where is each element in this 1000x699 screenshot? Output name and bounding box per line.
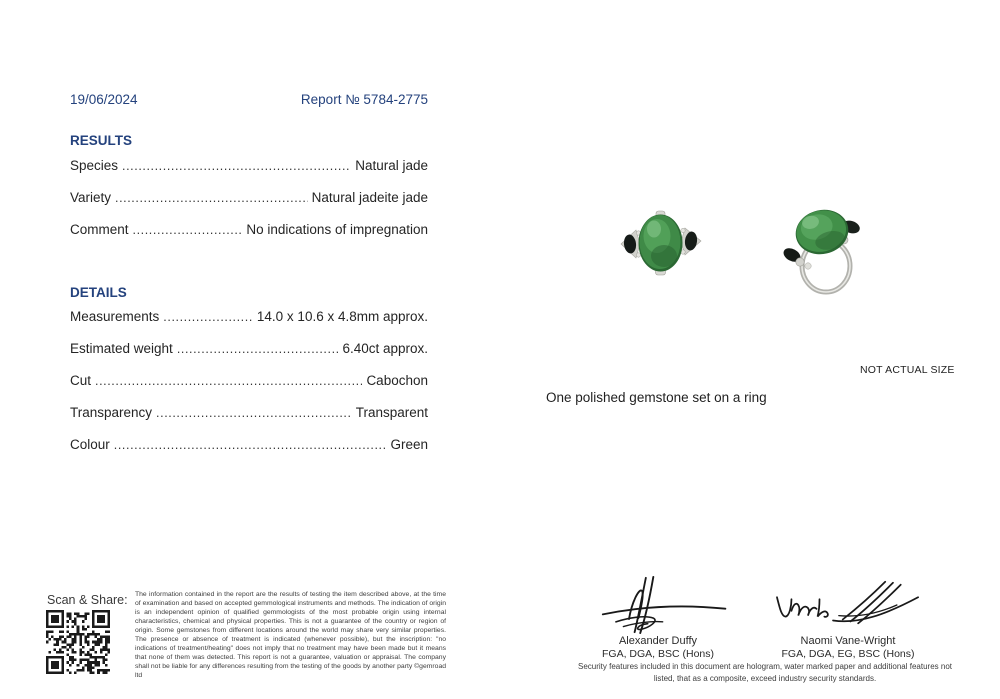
dotted-leader bbox=[114, 437, 387, 453]
signer-credentials: FGA, DGA, BSC (Hons) bbox=[601, 648, 715, 660]
signature-scribble-icon bbox=[771, 576, 926, 634]
detail-row-cut bbox=[70, 373, 428, 389]
report-number: Report № 5784-2775 bbox=[300, 92, 428, 107]
signer-block-naomi-vane-wright bbox=[768, 576, 928, 661]
qr-code-icon bbox=[46, 610, 110, 674]
row-value: Transparent bbox=[355, 405, 428, 420]
detail-row-weight bbox=[70, 341, 428, 357]
signature-scribble-icon bbox=[583, 576, 733, 634]
signer-credentials: FGA, DGA, EG, BSC (Hons) bbox=[781, 648, 915, 660]
dotted-leader bbox=[177, 341, 339, 357]
item-description-caption: One polished gemstone set on a ring bbox=[546, 390, 767, 405]
detail-row-measurements bbox=[70, 309, 428, 325]
result-row-species bbox=[70, 158, 428, 174]
dotted-leader bbox=[156, 405, 352, 421]
dotted-leader bbox=[133, 222, 243, 238]
jade-ring-photo-top-view bbox=[613, 203, 708, 283]
row-label: Cut bbox=[70, 373, 92, 388]
row-value: Natural jade bbox=[355, 158, 428, 173]
detail-row-transparency bbox=[70, 405, 428, 421]
row-value: 14.0 x 10.6 x 4.8mm approx. bbox=[256, 309, 428, 324]
signature-naomi-vane-wright bbox=[768, 576, 928, 634]
row-label: Estimated weight bbox=[70, 341, 173, 356]
report-date: 19/06/2024 bbox=[70, 92, 138, 107]
detail-row-colour bbox=[70, 437, 428, 453]
security-features-note: Security features included in this document are hologram, water marked paper and additional features not listed, that as a composite, exceed industry security standards. bbox=[578, 662, 952, 683]
row-value: Green bbox=[390, 437, 428, 452]
row-value: 6.40ct approx. bbox=[342, 341, 428, 356]
report-left-column bbox=[70, 92, 428, 453]
dotted-leader bbox=[163, 309, 253, 325]
scan-share-label: Scan & Share: bbox=[47, 593, 128, 607]
row-value: Cabochon bbox=[366, 373, 428, 388]
dotted-leader bbox=[122, 158, 351, 174]
results-heading: RESULTS bbox=[70, 133, 133, 148]
not-actual-size-note: NOT ACTUAL SIZE bbox=[860, 364, 955, 376]
jade-ring-photo-angled-view bbox=[778, 200, 868, 300]
signer-block-alexander-duffy bbox=[578, 576, 738, 661]
row-value: No indications of impregnation bbox=[246, 222, 428, 237]
report-header bbox=[70, 92, 428, 107]
report-disclaimer: The information contained in the report are the results of testing the item described above, at the time of examination and based on accepted gemmological instruments and methods. The indication of origin is an independent opinion of qualified gemmologists of the most probable origin using internal characteristics, chemical and physical properties. This is not a guarantee of the country or region of origin. Some gemstones from different locations around the world may share very similar properties. The presence or absence of treatment is indicated (whenever possible), but the inscription: "no indications of treatment/heating" does not imply that no treatment may have been made but it means that none of them was detected. This report is not a guarantee, valuation or appraisal. The company shall not be liable for any differences resulting from the testing of the goods by another party ©gemroad ltd bbox=[135, 591, 446, 679]
signer-name: Alexander Duffy bbox=[618, 635, 698, 647]
signature-alexander-duffy bbox=[578, 576, 738, 634]
row-label: Comment bbox=[70, 222, 129, 237]
row-label: Variety bbox=[70, 190, 112, 205]
result-row-variety bbox=[70, 190, 428, 206]
details-heading: DETAILS bbox=[70, 285, 127, 300]
row-value: Natural jadeite jade bbox=[311, 190, 428, 205]
dotted-leader bbox=[115, 190, 308, 206]
dotted-leader bbox=[95, 373, 362, 389]
row-label: Colour bbox=[70, 437, 110, 452]
result-row-comment bbox=[70, 222, 428, 238]
signer-name: Naomi Vane-Wright bbox=[800, 635, 896, 647]
row-label: Measurements bbox=[70, 309, 160, 324]
row-label: Transparency bbox=[70, 405, 153, 420]
row-label: Species bbox=[70, 158, 119, 173]
